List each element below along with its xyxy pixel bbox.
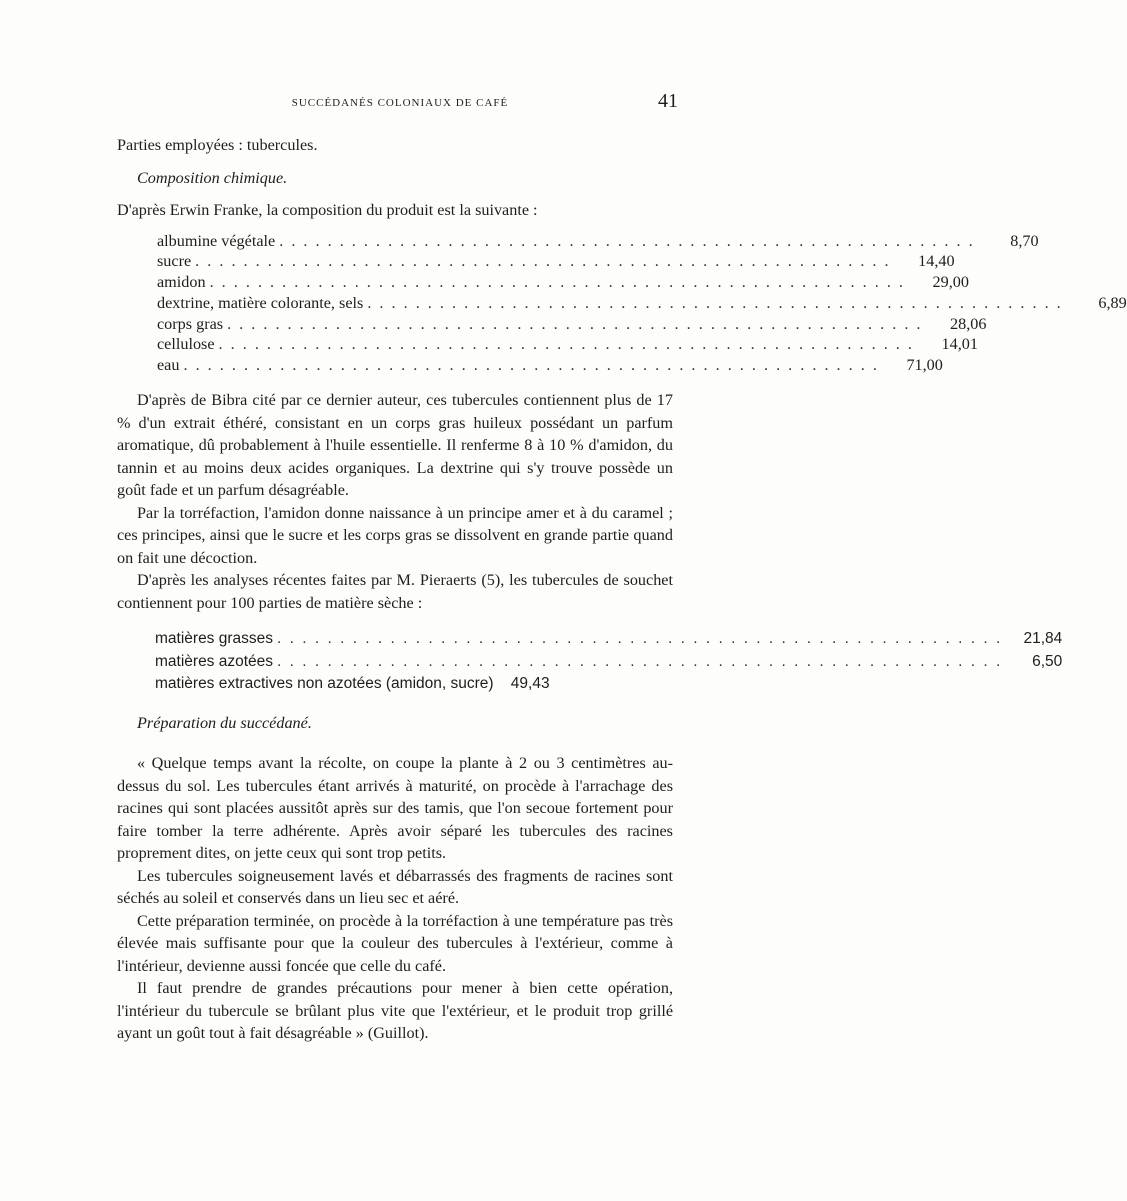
row-value: 21,84: [1023, 630, 1063, 648]
row-label: dextrine, matière colorante, sels: [157, 293, 364, 312]
row-value: 8,70: [1010, 231, 1039, 250]
washing-paragraph: Les tubercules soigneusement lavés et débarrassés des fragments de racines sont séchés au soleil et conservés dans un lieu sec et aéré.: [117, 866, 673, 908]
leader-dots: [223, 313, 926, 336]
row-value: 71,00: [906, 356, 943, 375]
bibra-paragraph: D'après de Bibra cité par ce dernier auteur, ces tubercules contiennent plus de 17 % d'un extrait éthéré, consistant en un corps gras huileux possédant un parfum aromatique, dû probablement à l'huile essentielle. Il renferme 8 à 10 % d'amidon, du tannin et au moins deux acides organiques. La dextrine qui s'y trouve possède un goût fade et un parfum désagréable.: [117, 391, 673, 500]
row-label: amidon: [157, 273, 206, 292]
analysis-table: [155, 628, 1063, 696]
row-label: matières extractives non azotées (amidon, sucre): [155, 675, 494, 693]
precautions-paragraph: Il faut prendre de grandes précautions pour mener à bien cette opération, l'intérieur du tubercule se brûlant plus vite que l'extérieur, et le produit trop grillé ayant un goût tout à fait désagréable » (Guillot).: [117, 979, 673, 1043]
roasting-paragraph: Cette préparation terminée, on procède à la torréfaction à une température pas très élevée mais suffisante pour que la couleur des tubercules à l'extérieur, comme à l'intérieur, devienne aussi foncée que celle du café.: [117, 911, 673, 975]
table-row: [155, 628, 1063, 651]
composition-heading: Composition chimique.: [137, 168, 288, 187]
page-number: 41: [658, 90, 678, 112]
row-value: 14,40: [918, 252, 955, 271]
table-row: [157, 313, 987, 334]
row-value: 49,43: [510, 675, 550, 693]
row-label: eau: [157, 356, 180, 375]
page-body: [117, 134, 1127, 1045]
row-label: albumine végétale: [157, 231, 276, 250]
row-label: sucre: [157, 252, 192, 271]
preparation-heading: Préparation du succédané.: [137, 713, 312, 732]
leader-dots: [179, 354, 882, 377]
torrefaction-paragraph: Par la torréfaction, l'amidon donne naissance à un principe amer et à du caramel ; ces principes, ainsi que le sucre et les corps gras se dissolvent en grande partie quand on fait une décoction.: [117, 503, 673, 567]
table-row: [157, 230, 1039, 251]
table-row: [157, 292, 1127, 313]
row-label: matières azotées: [155, 652, 274, 670]
table-row: [155, 673, 550, 696]
row-label: matières grasses: [155, 630, 274, 648]
row-label: cellulose: [157, 335, 215, 354]
running-header: SUCCÉDANÉS COLONIAUX DE CAFÉ: [291, 97, 509, 109]
row-value: 6,50: [1032, 652, 1063, 670]
composition-table: [157, 230, 1127, 376]
leader-dots: [206, 271, 909, 294]
table-row: [157, 354, 943, 375]
leader-dots: [215, 333, 918, 356]
franke-intro: D'après Erwin Franke, la composition du produit est la suivante :: [117, 201, 538, 219]
row-value: 28,06: [950, 314, 987, 333]
leader-dots: [273, 651, 1006, 674]
leader-dots: [273, 628, 1006, 651]
leader-dots: [191, 250, 894, 273]
parts-used-line: Parties employées : tubercules.: [117, 136, 318, 154]
leader-dots: [275, 230, 978, 253]
table-row: [157, 271, 969, 292]
pieraerts-paragraph: D'après les analyses récentes faites par M. Pieraerts (5), les tubercules de souchet contiennent pour 100 parties de matière sèche :: [117, 571, 673, 612]
row-value: 6,89: [1098, 293, 1127, 312]
table-row: [157, 333, 978, 354]
table-row: [155, 651, 1063, 674]
row-label: corps gras: [157, 314, 224, 333]
row-value: 14,01: [941, 335, 978, 354]
harvest-paragraph: « Quelque temps avant la récolte, on coupe la plante à 2 ou 3 centimètres au-dessus du sol. Les tubercules étant arrivés à maturité, on procède à l'arrachage des racines qui sont placées aussitôt après sur des tamis, que l'on secoue fortement pour faire tomber la terre adhérente. Après avoir séparé les tubercules des racines proprement dites, on jette ceux qui sont trop petits.: [117, 754, 673, 863]
row-value: 29,00: [932, 273, 969, 292]
table-row: [157, 250, 955, 271]
leader-dots: [363, 292, 1066, 315]
